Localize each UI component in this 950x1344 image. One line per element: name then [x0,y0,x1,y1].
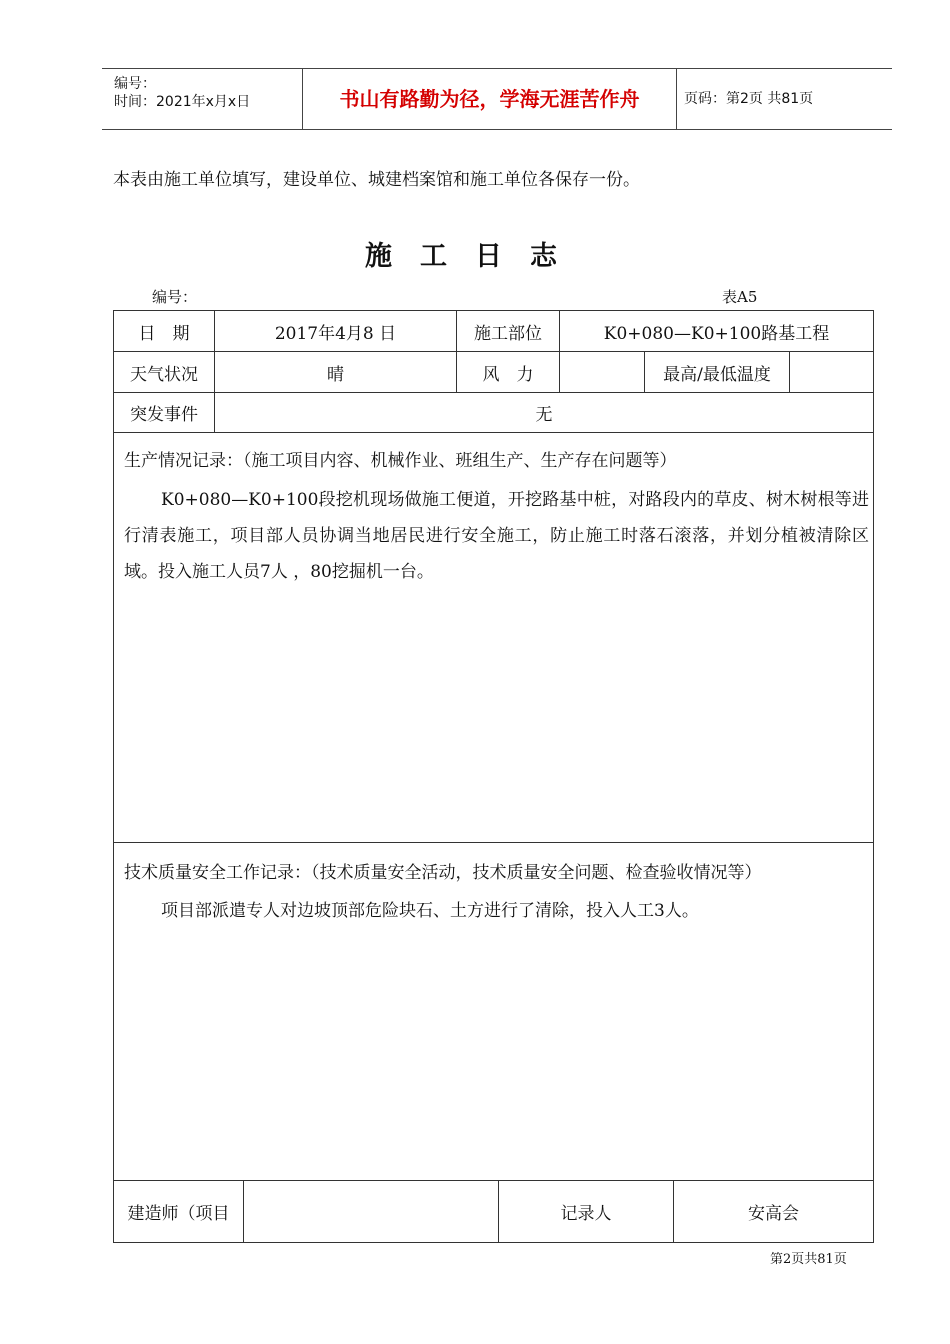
header-info [102,69,303,129]
form-note: 本表由施工单位填写，建设单位、城建档案馆和施工单位各保存一份。 [113,170,640,190]
quality-title: 技术质量安全工作记录：（技术质量安全活动，技术质量安全问题、检查验收情况等） [124,863,762,883]
header-page-info: 页码：第2页 共81页 [684,91,814,107]
page-footer: 第2页共81页 [770,1252,847,1267]
row-divider [114,842,873,843]
weather-value: 晴 [327,364,344,385]
date-value: 2017年4月8 日 [274,323,397,344]
engineer-label: 建造师（项目 [127,1204,230,1224]
production-text: K0+080—K0+100段挖机现场做施工便道，开挖路基中桩，对路段内的草皮、树木树根等进行清表施工，项目部人员协调当地居民进行安全施工，防止施工时落石滚落，并划分植被清除区域。投入施工人员7人 ，80挖掘机一台。 [124,490,869,582]
form-code: 表A5 [722,288,758,306]
recorder-label: 记录人 [560,1204,612,1224]
wind-label: 风 力 [482,364,534,385]
temp-value [790,352,873,392]
header-motto: 书山有路勤为径，学海无涯苦作舟 [303,69,677,129]
incident-value: 无 [535,405,553,425]
quality-text: 项目部派遣专人对边坡顶部危险块石、土方进行了清除，投入人工3人。 [161,901,699,921]
temp-label: 最高/最低温度 [663,364,771,385]
weather-label: 天气状况 [130,364,198,385]
date-label: 日 期 [138,323,190,344]
construction-log-table [113,310,874,1243]
wind-value [560,352,644,392]
location-value: K0+080—K0+100路基工程 [603,323,830,344]
incident-label: 突发事件 [130,405,198,425]
engineer-value [244,1181,498,1242]
header-number-label: 编号： [114,76,156,92]
production-title: 生产情况记录：（施工项目内容、机械作业、班组生产、生产存在问题等） [124,451,677,471]
header-time: 时间：2021年x月x日 [114,94,251,110]
row-divider [114,432,873,433]
page-header [102,68,892,130]
page-title: 施工日志 [365,241,585,272]
form-number-label: 编号： [152,288,198,306]
recorder-value: 安高会 [748,1204,799,1224]
location-label: 施工部位 [474,323,542,344]
